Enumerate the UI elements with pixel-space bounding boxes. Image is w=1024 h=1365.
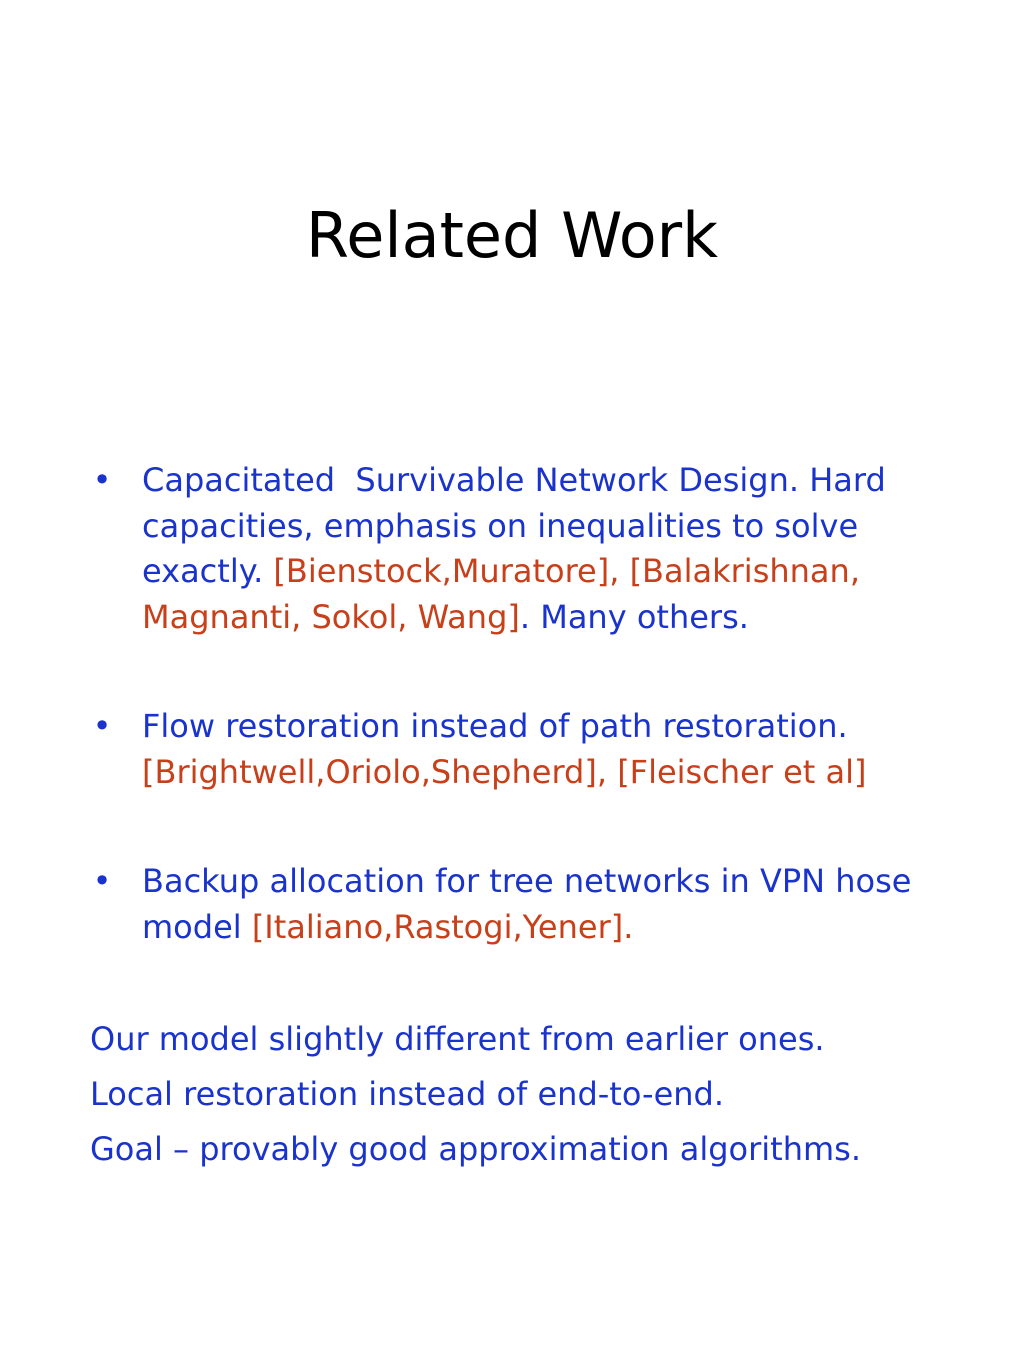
- summary-line-local-restoration: Local restoration instead of end-to-end.: [90, 1075, 725, 1113]
- bullet-text: Capacitated Survivable Network Design. Hard capacities, emphasis on inequalities to solve exactly.: [142, 461, 886, 590]
- bullet-references: [Italiano,Rastogi,Yener].: [251, 907, 634, 946]
- slide-title: Related Work: [305, 199, 719, 272]
- bullet-item-capacitated-design: [90, 458, 970, 640]
- bullet-marker: •: [92, 707, 112, 745]
- summary-line-model: Our model slightly different from earlier ones.: [90, 1020, 825, 1058]
- bullet-marker: •: [92, 862, 112, 900]
- bullet-marker: •: [92, 461, 112, 499]
- bullet-text: Backup allocation for tree networks in VPN hose model: [142, 862, 912, 946]
- bullet-item-flow-restoration: [90, 704, 970, 795]
- bullet-references: [Brightwell,Oriolo,Shepherd], [Fleischer et al]: [142, 752, 867, 791]
- bullet-references: [Bienstock,Muratore], [Balakrishnan, Magnanti, Sokol, Wang]: [142, 552, 860, 636]
- bullet-text: Flow restoration instead of path restoration.: [142, 707, 848, 745]
- bullet-text-tail: . Many others.: [519, 597, 749, 636]
- bullet-item-backup-allocation: [90, 859, 970, 950]
- summary-line-goal: Goal – provably good approximation algorithms.: [90, 1130, 862, 1168]
- bullet-list: [90, 458, 970, 950]
- summary-lines: [90, 1012, 970, 1177]
